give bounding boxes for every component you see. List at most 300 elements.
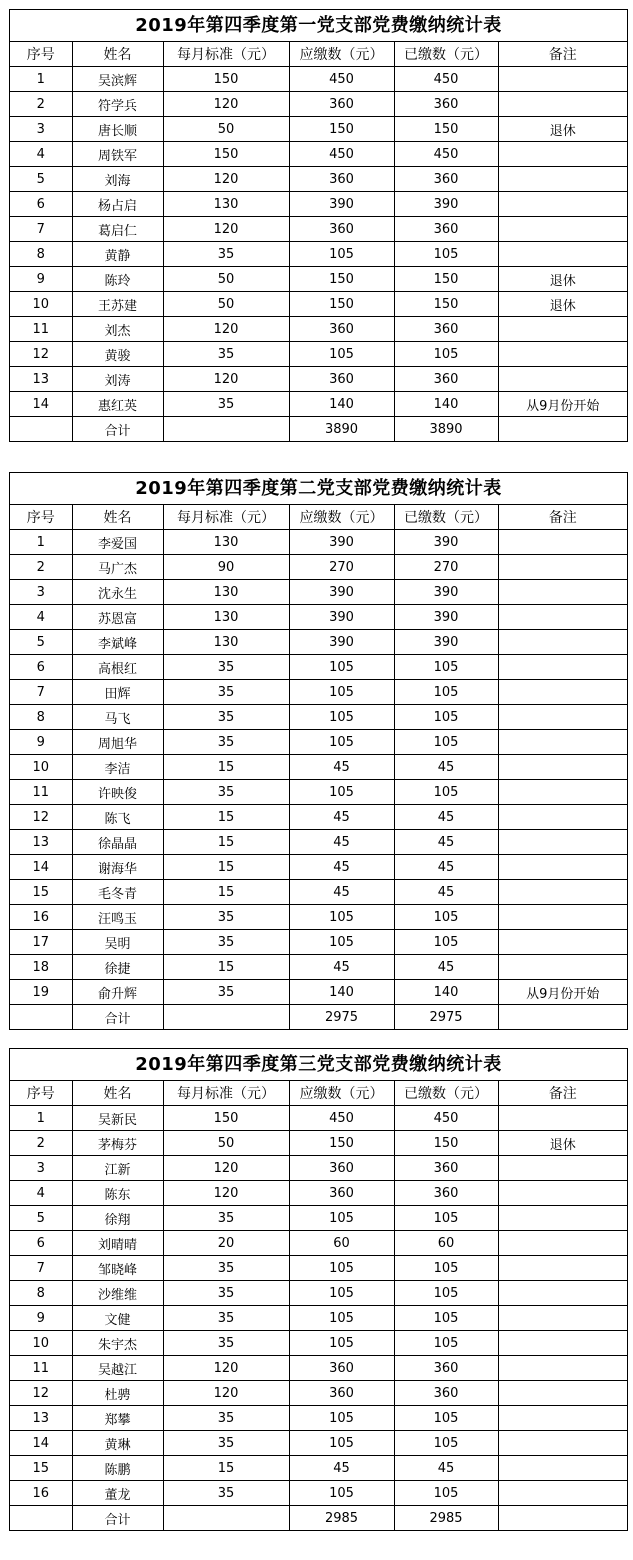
cell-monthly: 35 bbox=[163, 392, 289, 417]
cell-note bbox=[498, 1181, 627, 1206]
cell-due: 360 bbox=[289, 1181, 394, 1206]
cell-note bbox=[498, 930, 627, 955]
cell-due: 360 bbox=[289, 167, 394, 192]
cell-due: 105 bbox=[289, 705, 394, 730]
cell-note bbox=[498, 705, 627, 730]
cell-paid: 360 bbox=[394, 1156, 498, 1181]
cell-monthly: 50 bbox=[163, 1131, 289, 1156]
table-row bbox=[10, 267, 627, 292]
cell-due: 105 bbox=[289, 730, 394, 755]
cell-due: 360 bbox=[289, 1381, 394, 1406]
cell-due: 150 bbox=[289, 117, 394, 142]
cell-name: 江新 bbox=[72, 1156, 163, 1181]
table-row bbox=[10, 705, 627, 730]
table-row bbox=[10, 780, 627, 805]
cell-note bbox=[498, 317, 627, 342]
cell-paid: 150 bbox=[394, 1131, 498, 1156]
cell-monthly: 15 bbox=[163, 805, 289, 830]
total-paid: 2985 bbox=[394, 1506, 498, 1531]
total-row bbox=[10, 1005, 627, 1030]
cell-name: 杨占启 bbox=[72, 192, 163, 217]
cell-name: 徐翔 bbox=[72, 1206, 163, 1231]
cell-monthly: 120 bbox=[163, 1381, 289, 1406]
cell-paid: 45 bbox=[394, 880, 498, 905]
cell-due: 150 bbox=[289, 267, 394, 292]
cell-no: 15 bbox=[10, 880, 72, 905]
table-row bbox=[10, 880, 627, 905]
cell-no: 1 bbox=[10, 1106, 72, 1131]
cell-monthly: 130 bbox=[163, 605, 289, 630]
cell-paid: 390 bbox=[394, 605, 498, 630]
total-note-cell bbox=[498, 1005, 627, 1030]
cell-note bbox=[498, 855, 627, 880]
cell-note bbox=[498, 1331, 627, 1356]
table-row bbox=[10, 217, 627, 242]
cell-monthly: 35 bbox=[163, 1206, 289, 1231]
header-paid: 已缴数（元） bbox=[394, 505, 498, 530]
cell-note bbox=[498, 1206, 627, 1231]
cell-note bbox=[498, 217, 627, 242]
cell-monthly: 50 bbox=[163, 117, 289, 142]
cell-note bbox=[498, 905, 627, 930]
cell-no: 13 bbox=[10, 830, 72, 855]
cell-note: 从9月份开始 bbox=[498, 392, 627, 417]
cell-note bbox=[498, 1431, 627, 1456]
cell-due: 390 bbox=[289, 580, 394, 605]
cell-monthly: 15 bbox=[163, 855, 289, 880]
cell-name: 苏恩富 bbox=[72, 605, 163, 630]
cell-paid: 150 bbox=[394, 117, 498, 142]
cell-name: 沈永生 bbox=[72, 580, 163, 605]
table-row bbox=[10, 392, 627, 417]
cell-monthly: 150 bbox=[163, 67, 289, 92]
cell-monthly: 35 bbox=[163, 1281, 289, 1306]
cell-paid: 105 bbox=[394, 1331, 498, 1356]
table-row bbox=[10, 1481, 627, 1506]
table-row bbox=[10, 342, 627, 367]
header-row bbox=[10, 505, 627, 530]
total-no-cell bbox=[10, 417, 72, 442]
table-row bbox=[10, 630, 627, 655]
cell-no: 13 bbox=[10, 1406, 72, 1431]
total-due: 3890 bbox=[289, 417, 394, 442]
cell-name: 周铁军 bbox=[72, 142, 163, 167]
cell-due: 390 bbox=[289, 630, 394, 655]
table-row bbox=[10, 1106, 627, 1131]
cell-paid: 105 bbox=[394, 1306, 498, 1331]
cell-note bbox=[498, 92, 627, 117]
table-row bbox=[10, 855, 627, 880]
cell-paid: 105 bbox=[394, 1481, 498, 1506]
cell-paid: 105 bbox=[394, 342, 498, 367]
cell-monthly: 150 bbox=[163, 142, 289, 167]
cell-paid: 105 bbox=[394, 1206, 498, 1231]
cell-note bbox=[498, 630, 627, 655]
cell-name: 沙维维 bbox=[72, 1281, 163, 1306]
cell-due: 105 bbox=[289, 1331, 394, 1356]
cell-due: 105 bbox=[289, 342, 394, 367]
cell-paid: 45 bbox=[394, 830, 498, 855]
cell-name: 吴滨辉 bbox=[72, 67, 163, 92]
cell-no: 10 bbox=[10, 1331, 72, 1356]
header-note: 备注 bbox=[498, 505, 627, 530]
cell-paid: 45 bbox=[394, 955, 498, 980]
cell-paid: 390 bbox=[394, 192, 498, 217]
cell-note bbox=[498, 367, 627, 392]
header-name: 姓名 bbox=[72, 505, 163, 530]
cell-monthly: 130 bbox=[163, 580, 289, 605]
cell-due: 105 bbox=[289, 242, 394, 267]
cell-no: 4 bbox=[10, 1181, 72, 1206]
table-row bbox=[10, 1281, 627, 1306]
cell-no: 11 bbox=[10, 1356, 72, 1381]
cell-name: 符学兵 bbox=[72, 92, 163, 117]
cell-name: 高根红 bbox=[72, 655, 163, 680]
cell-name: 周旭华 bbox=[72, 730, 163, 755]
cell-name: 黄琳 bbox=[72, 1431, 163, 1456]
cell-no: 3 bbox=[10, 117, 72, 142]
cell-due: 140 bbox=[289, 980, 394, 1005]
cell-no: 7 bbox=[10, 1256, 72, 1281]
dues-table bbox=[10, 1081, 627, 1530]
cell-no: 10 bbox=[10, 292, 72, 317]
cell-paid: 360 bbox=[394, 1181, 498, 1206]
cell-note bbox=[498, 1281, 627, 1306]
cell-name: 毛冬青 bbox=[72, 880, 163, 905]
cell-paid: 360 bbox=[394, 217, 498, 242]
cell-paid: 360 bbox=[394, 167, 498, 192]
table-row bbox=[10, 1331, 627, 1356]
cell-no: 9 bbox=[10, 1306, 72, 1331]
cell-note bbox=[498, 880, 627, 905]
cell-name: 李洁 bbox=[72, 755, 163, 780]
header-due: 应缴数（元） bbox=[289, 505, 394, 530]
cell-monthly: 120 bbox=[163, 167, 289, 192]
cell-due: 450 bbox=[289, 142, 394, 167]
cell-due: 105 bbox=[289, 1306, 394, 1331]
cell-note bbox=[498, 805, 627, 830]
cell-note bbox=[498, 655, 627, 680]
branch-3-dues-table bbox=[9, 1048, 628, 1531]
table-row bbox=[10, 730, 627, 755]
cell-monthly: 15 bbox=[163, 830, 289, 855]
cell-no: 12 bbox=[10, 1381, 72, 1406]
dues-table bbox=[10, 505, 627, 1029]
total-monthly-cell bbox=[163, 1005, 289, 1030]
cell-due: 105 bbox=[289, 680, 394, 705]
header-no: 序号 bbox=[10, 42, 72, 67]
cell-name: 陈东 bbox=[72, 1181, 163, 1206]
cell-due: 360 bbox=[289, 1356, 394, 1381]
cell-paid: 390 bbox=[394, 580, 498, 605]
cell-note bbox=[498, 1456, 627, 1481]
cell-monthly: 15 bbox=[163, 1456, 289, 1481]
cell-name: 刘晴晴 bbox=[72, 1231, 163, 1256]
table-row bbox=[10, 605, 627, 630]
cell-no: 4 bbox=[10, 605, 72, 630]
table-row bbox=[10, 1381, 627, 1406]
cell-monthly: 50 bbox=[163, 267, 289, 292]
total-due: 2975 bbox=[289, 1005, 394, 1030]
cell-note bbox=[498, 955, 627, 980]
cell-note: 退休 bbox=[498, 117, 627, 142]
cell-monthly: 120 bbox=[163, 92, 289, 117]
cell-note bbox=[498, 192, 627, 217]
header-due: 应缴数（元） bbox=[289, 1081, 394, 1106]
cell-paid: 60 bbox=[394, 1231, 498, 1256]
cell-name: 杜骋 bbox=[72, 1381, 163, 1406]
cell-monthly: 120 bbox=[163, 317, 289, 342]
cell-due: 360 bbox=[289, 367, 394, 392]
cell-name: 董龙 bbox=[72, 1481, 163, 1506]
cell-due: 105 bbox=[289, 1481, 394, 1506]
cell-name: 吴明 bbox=[72, 930, 163, 955]
table-row bbox=[10, 367, 627, 392]
total-due: 2985 bbox=[289, 1506, 394, 1531]
cell-no: 3 bbox=[10, 1156, 72, 1181]
cell-note bbox=[498, 1156, 627, 1181]
cell-due: 105 bbox=[289, 780, 394, 805]
table-row bbox=[10, 1456, 627, 1481]
table-row bbox=[10, 980, 627, 1005]
cell-due: 45 bbox=[289, 855, 394, 880]
cell-name: 吴越江 bbox=[72, 1356, 163, 1381]
total-no-cell bbox=[10, 1005, 72, 1030]
cell-paid: 105 bbox=[394, 655, 498, 680]
cell-note bbox=[498, 1256, 627, 1281]
cell-monthly: 35 bbox=[163, 980, 289, 1005]
total-monthly-cell bbox=[163, 417, 289, 442]
cell-no: 8 bbox=[10, 242, 72, 267]
cell-paid: 105 bbox=[394, 1281, 498, 1306]
table-title: 2019年第四季度第二党支部党费缴纳统计表 bbox=[10, 473, 627, 505]
cell-monthly: 35 bbox=[163, 730, 289, 755]
cell-paid: 105 bbox=[394, 1256, 498, 1281]
cell-note bbox=[498, 1381, 627, 1406]
cell-note: 从9月份开始 bbox=[498, 980, 627, 1005]
table-row bbox=[10, 680, 627, 705]
table-row bbox=[10, 655, 627, 680]
cell-no: 1 bbox=[10, 67, 72, 92]
cell-monthly: 120 bbox=[163, 217, 289, 242]
cell-note bbox=[498, 167, 627, 192]
cell-paid: 360 bbox=[394, 1356, 498, 1381]
total-label: 合计 bbox=[72, 1005, 163, 1030]
cell-paid: 45 bbox=[394, 755, 498, 780]
cell-monthly: 130 bbox=[163, 530, 289, 555]
cell-paid: 390 bbox=[394, 630, 498, 655]
cell-due: 45 bbox=[289, 880, 394, 905]
table-row bbox=[10, 192, 627, 217]
branch-2-dues-table bbox=[9, 472, 628, 1030]
table-row bbox=[10, 905, 627, 930]
cell-name: 俞升辉 bbox=[72, 980, 163, 1005]
cell-monthly: 35 bbox=[163, 680, 289, 705]
total-label: 合计 bbox=[72, 1506, 163, 1531]
header-note: 备注 bbox=[498, 1081, 627, 1106]
cell-no: 6 bbox=[10, 192, 72, 217]
cell-due: 105 bbox=[289, 905, 394, 930]
cell-note bbox=[498, 242, 627, 267]
table-title: 2019年第四季度第三党支部党费缴纳统计表 bbox=[10, 1049, 627, 1081]
cell-name: 黄静 bbox=[72, 242, 163, 267]
cell-no: 6 bbox=[10, 655, 72, 680]
header-row bbox=[10, 1081, 627, 1106]
cell-monthly: 15 bbox=[163, 755, 289, 780]
cell-note bbox=[498, 1106, 627, 1131]
table-row bbox=[10, 930, 627, 955]
table-row bbox=[10, 117, 627, 142]
table-row bbox=[10, 1256, 627, 1281]
cell-monthly: 35 bbox=[163, 655, 289, 680]
cell-monthly: 35 bbox=[163, 905, 289, 930]
cell-monthly: 130 bbox=[163, 630, 289, 655]
cell-no: 14 bbox=[10, 1431, 72, 1456]
cell-name: 朱宇杰 bbox=[72, 1331, 163, 1356]
cell-note bbox=[498, 1356, 627, 1381]
cell-due: 360 bbox=[289, 92, 394, 117]
cell-no: 17 bbox=[10, 930, 72, 955]
cell-due: 360 bbox=[289, 217, 394, 242]
cell-monthly: 130 bbox=[163, 192, 289, 217]
cell-name: 黄骏 bbox=[72, 342, 163, 367]
cell-monthly: 35 bbox=[163, 705, 289, 730]
cell-no: 13 bbox=[10, 367, 72, 392]
table-row bbox=[10, 1406, 627, 1431]
cell-note bbox=[498, 555, 627, 580]
cell-no: 7 bbox=[10, 680, 72, 705]
cell-monthly: 15 bbox=[163, 880, 289, 905]
cell-monthly: 35 bbox=[163, 1256, 289, 1281]
cell-paid: 45 bbox=[394, 855, 498, 880]
cell-no: 5 bbox=[10, 630, 72, 655]
cell-no: 8 bbox=[10, 1281, 72, 1306]
cell-note bbox=[498, 1406, 627, 1431]
cell-note bbox=[498, 730, 627, 755]
cell-due: 45 bbox=[289, 805, 394, 830]
header-name: 姓名 bbox=[72, 42, 163, 67]
cell-no: 2 bbox=[10, 555, 72, 580]
cell-monthly: 35 bbox=[163, 1306, 289, 1331]
cell-due: 105 bbox=[289, 1256, 394, 1281]
cell-due: 360 bbox=[289, 317, 394, 342]
cell-paid: 105 bbox=[394, 930, 498, 955]
cell-monthly: 120 bbox=[163, 367, 289, 392]
table-row bbox=[10, 1131, 627, 1156]
cell-paid: 140 bbox=[394, 392, 498, 417]
header-monthly: 每月标准（元） bbox=[163, 1081, 289, 1106]
cell-monthly: 35 bbox=[163, 242, 289, 267]
cell-no: 1 bbox=[10, 530, 72, 555]
cell-due: 105 bbox=[289, 930, 394, 955]
cell-name: 马广杰 bbox=[72, 555, 163, 580]
table-row bbox=[10, 1156, 627, 1181]
cell-name: 李斌峰 bbox=[72, 630, 163, 655]
table-row bbox=[10, 830, 627, 855]
cell-paid: 105 bbox=[394, 1406, 498, 1431]
cell-name: 陈玲 bbox=[72, 267, 163, 292]
cell-due: 45 bbox=[289, 755, 394, 780]
cell-paid: 390 bbox=[394, 530, 498, 555]
total-row bbox=[10, 1506, 627, 1531]
cell-paid: 105 bbox=[394, 730, 498, 755]
cell-name: 汪鸣玉 bbox=[72, 905, 163, 930]
cell-paid: 45 bbox=[394, 805, 498, 830]
cell-note bbox=[498, 1306, 627, 1331]
cell-note bbox=[498, 755, 627, 780]
table-row bbox=[10, 580, 627, 605]
cell-no: 5 bbox=[10, 1206, 72, 1231]
cell-paid: 360 bbox=[394, 317, 498, 342]
cell-note bbox=[498, 530, 627, 555]
cell-due: 450 bbox=[289, 1106, 394, 1131]
cell-due: 450 bbox=[289, 67, 394, 92]
cell-monthly: 20 bbox=[163, 1231, 289, 1256]
cell-due: 105 bbox=[289, 1406, 394, 1431]
table-row bbox=[10, 242, 627, 267]
cell-name: 田辉 bbox=[72, 680, 163, 705]
cell-paid: 450 bbox=[394, 67, 498, 92]
cell-paid: 105 bbox=[394, 680, 498, 705]
cell-name: 徐晶晶 bbox=[72, 830, 163, 855]
table-row bbox=[10, 1306, 627, 1331]
cell-note bbox=[498, 1231, 627, 1256]
cell-no: 2 bbox=[10, 92, 72, 117]
cell-monthly: 35 bbox=[163, 1406, 289, 1431]
cell-name: 葛启仁 bbox=[72, 217, 163, 242]
cell-due: 390 bbox=[289, 605, 394, 630]
header-note: 备注 bbox=[498, 42, 627, 67]
cell-paid: 150 bbox=[394, 292, 498, 317]
cell-no: 2 bbox=[10, 1131, 72, 1156]
cell-paid: 105 bbox=[394, 705, 498, 730]
table-row bbox=[10, 1431, 627, 1456]
cell-due: 390 bbox=[289, 530, 394, 555]
cell-name: 王苏建 bbox=[72, 292, 163, 317]
header-paid: 已缴数（元） bbox=[394, 1081, 498, 1106]
cell-monthly: 35 bbox=[163, 930, 289, 955]
table-row bbox=[10, 755, 627, 780]
cell-name: 徐捷 bbox=[72, 955, 163, 980]
cell-due: 105 bbox=[289, 655, 394, 680]
cell-paid: 150 bbox=[394, 267, 498, 292]
header-row bbox=[10, 42, 627, 67]
cell-paid: 105 bbox=[394, 1431, 498, 1456]
cell-note bbox=[498, 142, 627, 167]
cell-no: 14 bbox=[10, 855, 72, 880]
cell-due: 45 bbox=[289, 1456, 394, 1481]
cell-name: 陈鹏 bbox=[72, 1456, 163, 1481]
total-paid: 3890 bbox=[394, 417, 498, 442]
cell-monthly: 35 bbox=[163, 1331, 289, 1356]
cell-no: 9 bbox=[10, 730, 72, 755]
branch-1-dues-table bbox=[9, 9, 628, 442]
cell-no: 10 bbox=[10, 755, 72, 780]
cell-monthly: 50 bbox=[163, 292, 289, 317]
cell-no: 9 bbox=[10, 267, 72, 292]
cell-name: 邹晓峰 bbox=[72, 1256, 163, 1281]
cell-paid: 270 bbox=[394, 555, 498, 580]
table-row bbox=[10, 292, 627, 317]
cell-note: 退休 bbox=[498, 267, 627, 292]
cell-no: 8 bbox=[10, 705, 72, 730]
dues-table bbox=[10, 42, 627, 441]
cell-no: 18 bbox=[10, 955, 72, 980]
cell-name: 刘杰 bbox=[72, 317, 163, 342]
total-no-cell bbox=[10, 1506, 72, 1531]
cell-paid: 140 bbox=[394, 980, 498, 1005]
cell-paid: 360 bbox=[394, 1381, 498, 1406]
